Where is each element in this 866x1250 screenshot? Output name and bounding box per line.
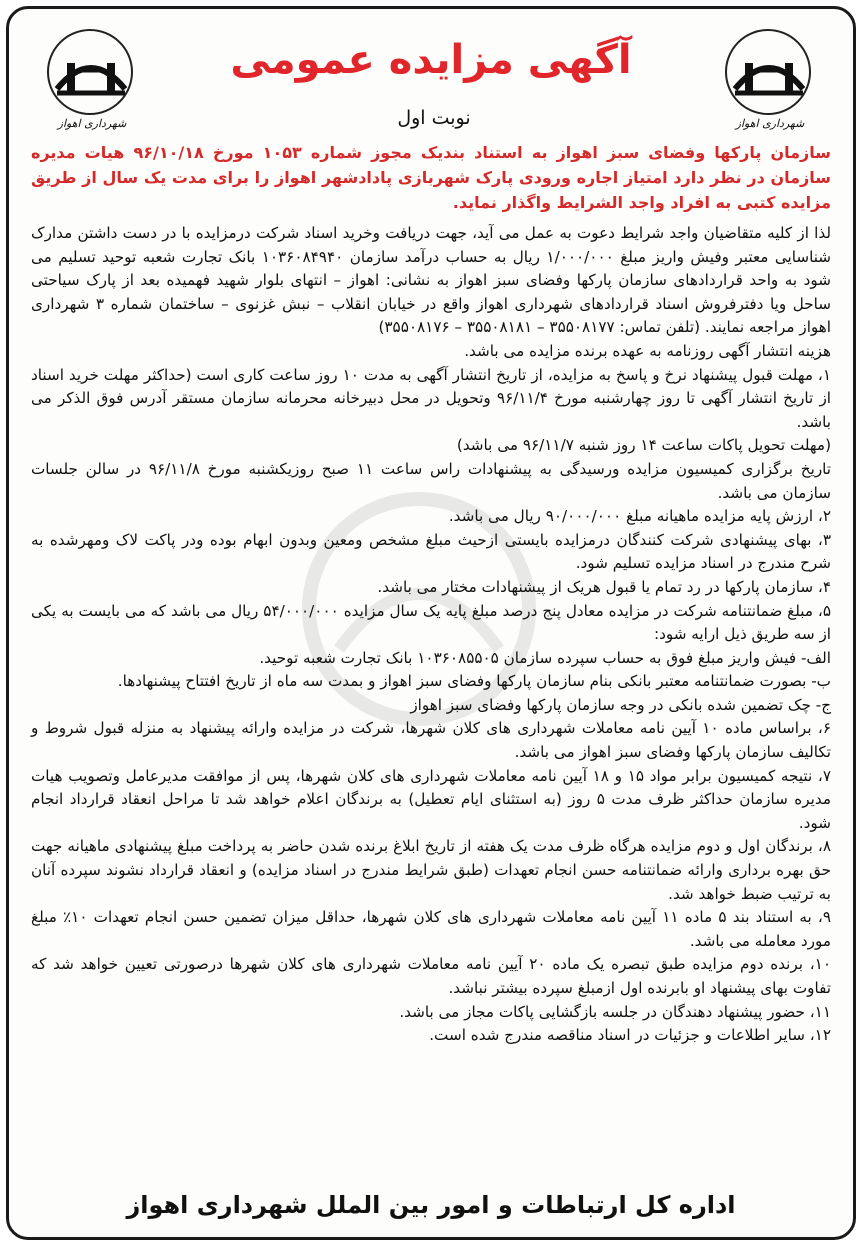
body-paragraph: هزینه انتشار آگهی روزنامه به عهده برنده مزایده می باشد. — [464, 341, 831, 360]
body-paragraph: ۷، نتیجه کمیسیون برابر مواد ۱۵ و ۱۸ آیین نامه معاملات شهرداری های کلان شهرها، پس از موافقت مدیرعامل وتصویب هیات مدیره سازمان حداکثر ظرف مدت ۵ روز (به استثنای ایام تعطیل) به برندگان اعلام خواهد شد تا مراحل انعقاد قرارداد انجام شود. — [31, 766, 831, 832]
body-paragraph: ۹، به استناد بند ۵ ماده ۱۱ آیین نامه معاملات شهرداری های کلان شهرها، حداقل میزان تضمین حسن انجام تعهدات ۱۰٪ مبلغ مورد معامله می باشد. — [31, 908, 831, 950]
body-paragraph: ج- چک تضمین شده بانکی در وجه سازمان پارکها وفضای سبز اهواز — [410, 695, 831, 714]
body-paragraph: ب- بصورت ضمانتنامه معتبر بانکی بنام سازمان پارکها وفضای سبز اهواز و بمدت سه ماه از تاریخ افتتاح پیشنهادها. — [117, 672, 831, 691]
body-paragraph: ۱۰، برنده دوم مزایده طبق تبصره یک ماده ۲۰ آیین نامه معاملات شهرداری های کلان شهرها درصورتی تعیین خواهد شد که تفاوت بهای پیشنهاد او بابرنده اول ازمبلغ سپرده بیشتر نباشد. — [31, 955, 831, 997]
body-paragraph: تاریخ برگزاری کمیسیون مزایده ورسیدگی به پیشنهادات راس ساعت ۱۱ صبح روزیکشنبه مورخ ۹۶/۱۱/۸ در سالن جلسات سازمان می باشد. — [31, 459, 832, 502]
footer-signature: اداره کل ارتباطات و امور بین الملل شهرداری اهواز — [126, 1191, 736, 1219]
intro-paragraph: سازمان پارکها وفضای سبز اهواز به استناد بندیک مجوز شماره ۱۰۵۳ مورخ ۹۶/۱۰/۱۸ هیات مدیره سازمان در نظر دارد امتیاز اجاره ورودی پارک شهربازی پادادشهر اهواز را برای مدت یک سال از طریق مزایده کتبی به افراد واجد الشرایط واگذار نماید. — [31, 143, 832, 212]
body-paragraph: (مهلت تحویل پاکات ساعت ۱۴ روز شنبه ۹۶/۱۱/۷ می باشد) — [456, 436, 831, 455]
body-paragraph: ۶، براساس ماده ۱۰ آیین نامه معاملات شهرداری های کلان شهرها، شرکت در مزایده وارائه پیشنهاد به منزله قبول شروط و تکالیف سازمان پارکها وفضای سبز اهواز می باشد. — [31, 719, 831, 762]
logo-right — [715, 29, 825, 139]
body-paragraph: ۵، مبلغ ضمانتنامه شرکت در مزایده معادل پنج درصد مبلغ پایه یک سال مزایده ۵۴/۰۰۰/۰۰۰ ریال می باشد که می بایست به یکی از سه طریق ذیل ارایه شود: — [31, 601, 831, 644]
body-paragraph: ۱۲، سایر اطلاعات و جزئیات در اسناد مناقصه مندرج شده است. — [429, 1026, 831, 1045]
logo-left — [37, 29, 147, 139]
bridge-logo-icon — [53, 41, 129, 101]
bridge-logo-icon — [731, 41, 807, 101]
body-paragraph: ۱۱، حضور پیشنهاد دهندگان در جلسه بازگشایی پاکات مجاز می باشد. — [399, 1002, 831, 1021]
body-paragraph: ۴، سازمان پارکها در رد تمام یا قبول هریک از پیشنهادات مختار می باشد. — [377, 577, 831, 596]
notice-body — [31, 222, 831, 1048]
body-paragraph: ۲، ارزش پایه مزایده ماهیانه مبلغ ۹۰/۰۰۰/۰۰۰ ریال می باشد. — [448, 507, 831, 526]
body-paragraph: لذا از کلیه متقاضیان واجد شرایط دعوت به عمل می آید، جهت دریافت وخرید اسناد شرکت درمزایده با در دست داشتن مدارک شناسایی معتبر وفیش واریز مبلغ ۱/۰۰۰/۰۰۰ ریال به حساب درآمد سازمان ۱۰۳۶۰۸۴۹۴۰ بانک تجارت شعبه توحید تسلیم می شود به واحد قراردادهای سازمان پارکها وفضای سبز اهواز به نشانی: اهواز – انتهای بلوار شهید فهمیده بعد از پارک سیاحتی ساحل ویا دفترفروش اسناد قراردادهای شهرداری اهواز واقع در خیابان انقلاب – نبش غزنوی – ساختمان شماره ۳ شهرداری اهواز مراجعه نمایند. (تلفن تماس: ۳۵۵۰۸۱۷۷ – ۳۵۵۰۸۱۸۱ – ۳۵۵۰۸۱۷۶) — [31, 224, 832, 337]
notice-page — [6, 6, 856, 1240]
notice-turn: نوبت اول — [397, 107, 471, 129]
body-paragraph: ۱، مهلت قبول پیشنهاد نرخ و پاسخ به مزایده، از تاریخ انتشار آگهی به مدت ۱۰ روز ساعت کاری است (حداکثر مهلت خرید اسناد از تاریخ انتشار آگهی تا روز چهارشنبه مورخ ۹۶/۱۱/۴ وتحویل در محل دبیرخانه محرمانه سازمان مستقر آدرس فوق الذکر می باشد. — [31, 365, 832, 431]
body-paragraph: الف- فیش واریز مبلغ فوق به حساب سپرده سازمان ۱۰۳۶۰۸۵۵۰۵ بانک تجارت شعبه توحید. — [259, 648, 831, 667]
page-title: آگهی مزایده عمومی — [230, 37, 632, 83]
body-paragraph: ۸، برندگان اول و دوم مزایده هرگاه ظرف مدت یک هفته از تاریخ ابلاغ برنده شدن حاضر به پرداخت مبلغ پیشنهادی ماهیانه جهت حق بهره برداری وارائه ضمانتنامه حسن انجام تعهدات (طبق شرایط مندرج در اسناد مزایده) و انعقاد قرارداد نشوند سپرده آنان به ترتیب ضبط خواهد شد. — [31, 837, 831, 903]
body-paragraph: ۳، بهای پیشنهادی شرکت کنندگان درمزایده بایستی ازحیث مبلغ مشخص ومعین وبدون ابهام بوده ودر پاکت لاک ومهرشده به شرح مندرج در اسناد مزایده تسلیم شود. — [31, 530, 831, 573]
logo-caption: شهرداری اهواز — [57, 117, 127, 130]
logo-caption: شهرداری اهواز — [735, 117, 805, 130]
